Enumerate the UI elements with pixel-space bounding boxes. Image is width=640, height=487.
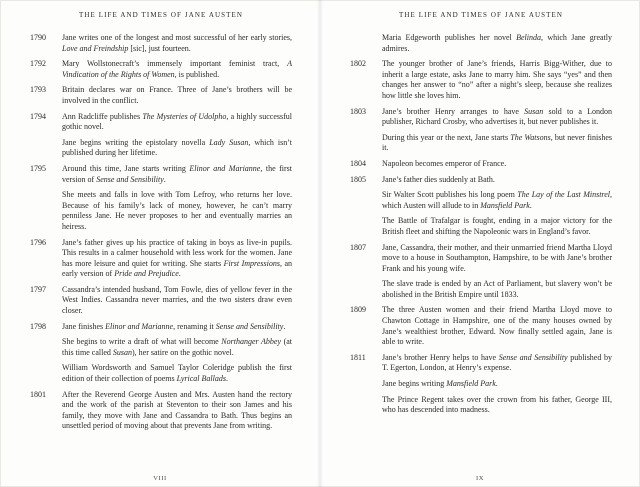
book-title-italic: Belinda <box>516 33 541 42</box>
timeline-paragraph: Napoleon becomes emperor of France. <box>382 158 507 168</box>
timeline-entry-body <box>382 159 612 175</box>
page-number-right: IX <box>475 475 485 482</box>
timeline-year: 1801 <box>30 389 46 399</box>
timeline-paragraph: The Battle of Trafalgar is fought, ending in a major victory for the British fleet and shifting the Napoleonic wars in England’s favor. <box>382 216 612 236</box>
timeline-entry <box>30 390 292 437</box>
timeline-entry-body <box>382 59 612 106</box>
timeline-year: 1805 <box>350 174 366 184</box>
timeline-entry-body <box>382 33 612 59</box>
book-title-italic: Northanger Abbey <box>221 337 282 347</box>
timeline-entry <box>350 33 612 59</box>
book-title-italic: The Mysteries of Udolpho <box>142 111 227 121</box>
timeline-paragraph: Around this time, Jane starts writing Elinor and Marianne, the first version of Sense and Sensibility. <box>62 163 292 184</box>
timeline-entry <box>350 175 612 243</box>
timeline-paragraph: She begins to write a draft of what will become Northanger Abbey (at this time called Susan), her satire on the gothic novel. <box>62 337 293 357</box>
book-title-italic: Susan <box>524 106 544 116</box>
timeline-entry <box>350 59 612 106</box>
timeline-paragraph: The slave trade is ended by an Act of Parliament, but slavery won’t be abolished in the British Empire until 1833. <box>382 279 612 299</box>
timeline-entries-right <box>350 33 612 421</box>
timeline-entry-body <box>62 390 292 437</box>
timeline-entry <box>350 159 612 175</box>
timeline-entry <box>30 285 292 322</box>
running-header-left: THE LIFE AND TIMES OF JANE AUSTEN <box>78 11 244 19</box>
book-title-italic: Sense and Sensibility <box>215 321 284 331</box>
timeline-paragraph: During this year or the next, Jane starts The Watsons, but never finishes it. <box>382 132 612 153</box>
timeline-year: 1793 <box>30 85 46 95</box>
page-number-left: VIII <box>153 475 167 482</box>
timeline-year: 1798 <box>30 321 46 331</box>
timeline-paragraph: Jane’s father dies suddenly at Bath. <box>382 174 495 184</box>
timeline-paragraph: The Prince Regent takes over the crown from his father, George III, who has descended into madness. <box>382 394 612 415</box>
timeline-entry-body <box>382 305 612 352</box>
timeline-entry <box>350 107 612 159</box>
timeline-entry-body <box>62 285 292 322</box>
book-title-italic: The Lay of the Last Minstrel <box>517 190 611 200</box>
timeline-entry <box>30 322 292 390</box>
book-title-italic: Lady Susan <box>209 137 249 147</box>
running-header-right: THE LIFE AND TIMES OF JANE AUSTEN <box>398 11 564 19</box>
timeline-paragraph: Jane’s brother Henry helps to have Sense and Sensibility published by T. Egerton, London, at Henry’s expense. <box>382 352 612 373</box>
timeline-paragraph: Jane’s father gives up his practice of taking in boys as live-in pupils. This results in a calmer household with less work for the women. Jane has more leisure and quiet for writing. She starts First Impressions, an early version of Pride and Prejudice. <box>62 237 292 279</box>
timeline-paragraph: Jane’s brother Henry arranges to have Susan sold to a London publisher, Richard Crosby, who advertises it, but never publishes it. <box>382 106 613 127</box>
timeline-paragraph: She meets and falls in love with Tom Lefroy, who returns her love. Because of his family’s lack of money, however, he can’t marry penniless Jane. He never proposes to her and eventually marries an heiress. <box>62 190 292 231</box>
book-title-italic: Mansfield Park <box>446 379 496 389</box>
timeline-year: 1792 <box>30 59 46 69</box>
timeline-entry <box>30 112 292 164</box>
timeline-entry-body <box>62 33 292 59</box>
timeline-year: 1803 <box>350 106 366 116</box>
timeline-paragraph: The three Austen women and their friend Martha Lloyd move to Chawton Cottage in Hampshire, one of the many houses owned by Jane’s wealthiest brother, Edward. Now finally settled again, Jane is able to write. <box>382 305 612 347</box>
book-title-italic: Susan <box>112 347 132 357</box>
timeline-paragraph: Maria Edgeworth publishes her novel Belinda, which Jane greatly admires. <box>382 33 612 53</box>
timeline-paragraph: Cassandra’s intended husband, Tom Fowle, dies of yellow fever in the West Indies. Cassandra never marries, and the two sisters draw even closer. <box>62 284 292 316</box>
timeline-entry-body <box>382 175 612 243</box>
timeline-paragraph: Jane begins writing Mansfield Park. <box>382 379 498 389</box>
book-title-italic: Love and Freindship <box>62 43 129 53</box>
timeline-entry-body <box>62 164 292 238</box>
timeline-year: 1796 <box>30 237 46 247</box>
timeline-paragraph: Sir Walter Scott publishes his long poem The Lay of the Last Minstrel, which Austen will allude to in Mansfield Park. <box>382 190 613 210</box>
timeline-paragraph: William Wordsworth and Samuel Taylor Coleridge publish the first edition of their collection of poems Lyrical Ballads. <box>62 363 292 384</box>
timeline-entry-body <box>62 85 292 111</box>
timeline-entry-body <box>382 353 612 421</box>
timeline-entries-left <box>30 33 292 437</box>
timeline-entry <box>350 353 612 421</box>
timeline-paragraph: Jane begins writing the epistolary novella Lady Susan, which isn’t published during her lifetime. <box>62 137 292 158</box>
timeline-year: 1802 <box>350 59 366 69</box>
book-title-italic: Sense and Sensibility <box>96 174 164 184</box>
timeline-entry <box>30 33 292 59</box>
timeline-year <box>350 33 382 59</box>
page-right <box>320 0 640 487</box>
book-title-italic: Mansfield Park <box>480 200 530 210</box>
timeline-entry <box>30 59 292 85</box>
timeline-entry <box>350 305 612 352</box>
timeline-paragraph: After the Reverend George Austen and Mrs. Austen hand the rectory and the work of the parish at Steventon to their son James and his family, they move with Jane and Cassandra to Bath. Thus begins an unsettled period of moving about that prevents Jane from writing. <box>62 389 292 431</box>
book-title-italic: First Impressions <box>223 258 280 268</box>
book-title-italic: Lyrical Ballads <box>176 374 226 384</box>
timeline-year: 1807 <box>350 242 366 252</box>
timeline-entry <box>30 164 292 238</box>
timeline-entry-body <box>382 243 612 306</box>
timeline-entry-body <box>62 322 292 390</box>
book-title-italic: The Watsons <box>510 132 551 142</box>
timeline-year: 1809 <box>350 305 366 315</box>
timeline-entry <box>30 238 292 285</box>
timeline-year: 1811 <box>350 352 366 362</box>
timeline-entry-body <box>62 112 292 164</box>
book-title-italic: A Vindication of the Rights of Women <box>62 59 292 79</box>
book-title-italic: Elinor and Marianne <box>189 163 261 173</box>
timeline-year: 1794 <box>30 111 46 121</box>
timeline-entry <box>30 85 292 111</box>
timeline-paragraph: Jane finishes Elinor and Marianne, renaming it Sense and Sensibility. <box>62 321 286 331</box>
timeline-entry-body <box>382 107 612 159</box>
timeline-paragraph: Britain declares war on France. Three of Jane’s brothers will be involved in the conflict. <box>62 85 292 105</box>
timeline-paragraph: The younger brother of Jane’s friends, Harris Bigg-Wither, due to inherit a large estate, asks Jane to marry him. She says “yes” and then changes her answer to “no” after a night’s sleep, because she realizes how little she loves him. <box>382 59 612 100</box>
timeline-entry-body <box>62 238 292 285</box>
timeline-entry-body <box>62 59 292 85</box>
book-title-italic: Pride and Prejudice <box>114 269 179 279</box>
timeline-paragraph: Jane writes one of the longest and most successful of her early stories, Love and Freindship [sic], just fourteen. <box>62 33 292 53</box>
timeline-paragraph: Ann Radcliffe publishes The Mysteries of Udolpho, a highly successful gothic novel. <box>62 111 293 132</box>
book-title-italic: Elinor and Marianne <box>105 321 174 331</box>
timeline-year: 1797 <box>30 284 46 294</box>
timeline-paragraph: Mary Wollstonecraft’s immensely important feminist tract, A Vindication of the Rights of Women, is published. <box>62 59 292 79</box>
book-title-italic: Sense and Sensibility <box>498 352 568 362</box>
timeline-entry <box>350 243 612 306</box>
timeline-paragraph: Jane, Cassandra, their mother, and their unmarried friend Martha Lloyd move to a house in Southampton, Hampshire, to be with Jane’s brother Frank and his young wife. <box>382 242 612 273</box>
timeline-year: 1790 <box>30 33 46 42</box>
timeline-year: 1804 <box>350 158 366 168</box>
timeline-year: 1795 <box>30 163 46 173</box>
